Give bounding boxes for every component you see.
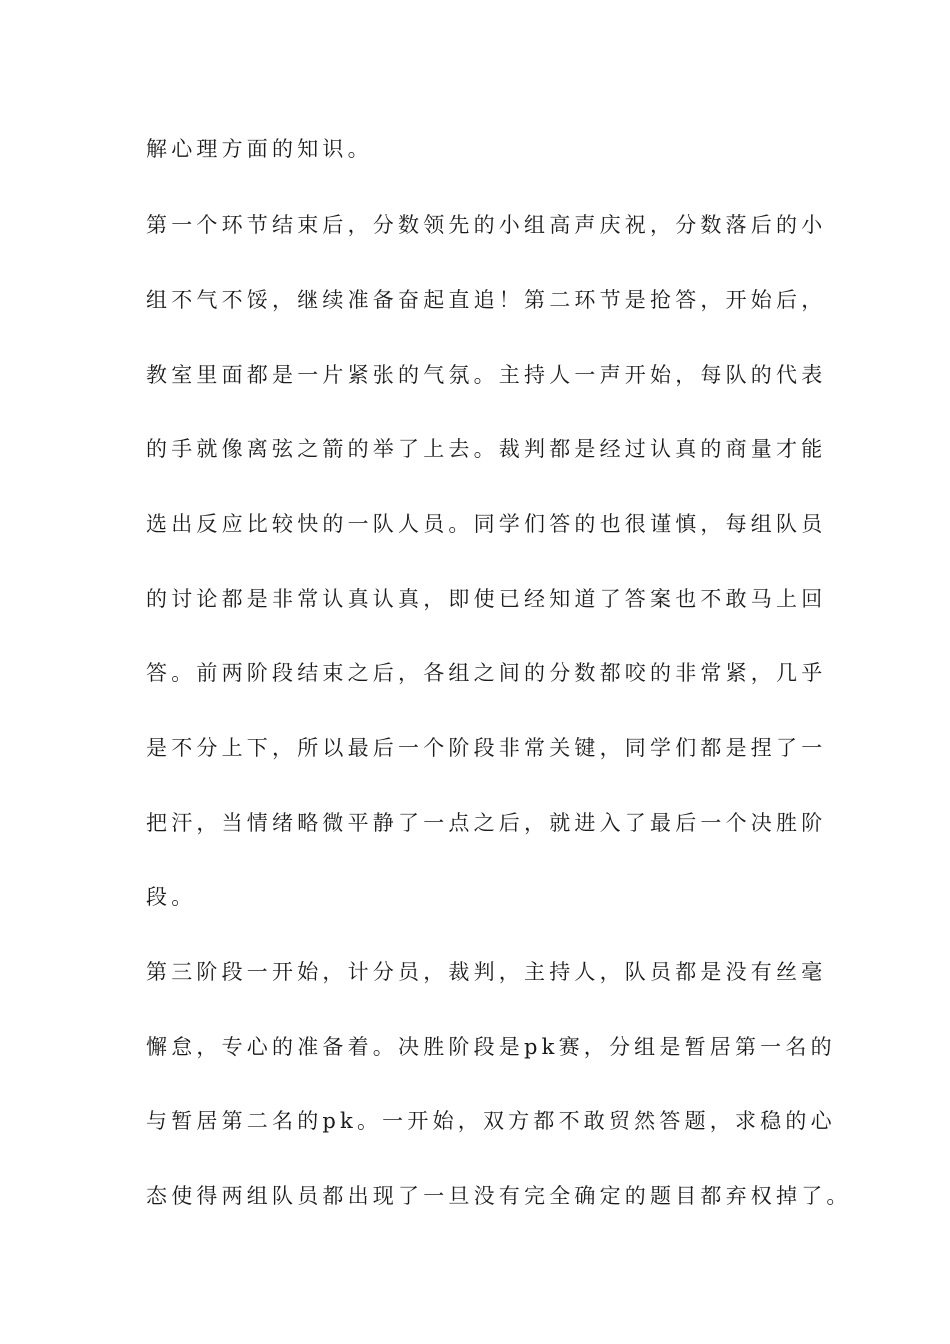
text-line: 的手就像离弦之箭的举了上去。裁判都是经过认真的商量才能 xyxy=(146,437,827,461)
text-line: 段。 xyxy=(146,885,197,909)
text-line: 懈怠，专心的准备着。决胜阶段是pk赛，分组是暂居第一名的 xyxy=(146,1035,836,1059)
text-line: 的讨论都是非常认真认真，即使已经知道了答案也不敢马上回 xyxy=(146,587,827,611)
text-line: 第一个环节结束后，分数领先的小组高声庆祝，分数落后的小 xyxy=(146,213,827,237)
text-line: 选出反应比较快的一队人员。同学们答的也很谨慎，每组队员 xyxy=(146,512,827,536)
text-line: 教室里面都是一片紧张的气氛。主持人一声开始，每队的代表 xyxy=(146,363,827,387)
text-line: 组不气不馁，继续准备奋起直追！第二环节是抢答，开始后， xyxy=(146,288,827,312)
text-line: 与暂居第二名的pk。一开始，双方都不敢贸然答题，求稳的心 xyxy=(146,1109,836,1133)
text-line: 是不分上下，所以最后一个阶段非常关键，同学们都是捏了一 xyxy=(146,736,827,760)
text-line: 答。前两阶段结束之后，各组之间的分数都咬的非常紧，几乎 xyxy=(146,661,827,685)
text-line: 第三阶段一开始，计分员，裁判，主持人，队员都是没有丝毫 xyxy=(146,960,827,984)
text-line: 把汗，当情绪略微平静了一点之后，就进入了最后一个决胜阶 xyxy=(146,811,827,835)
text-line: 态使得两组队员都出现了一旦没有完全确定的题目都弃权掉了。 xyxy=(146,1184,852,1208)
text-line: 解心理方面的知识。 xyxy=(146,137,373,161)
